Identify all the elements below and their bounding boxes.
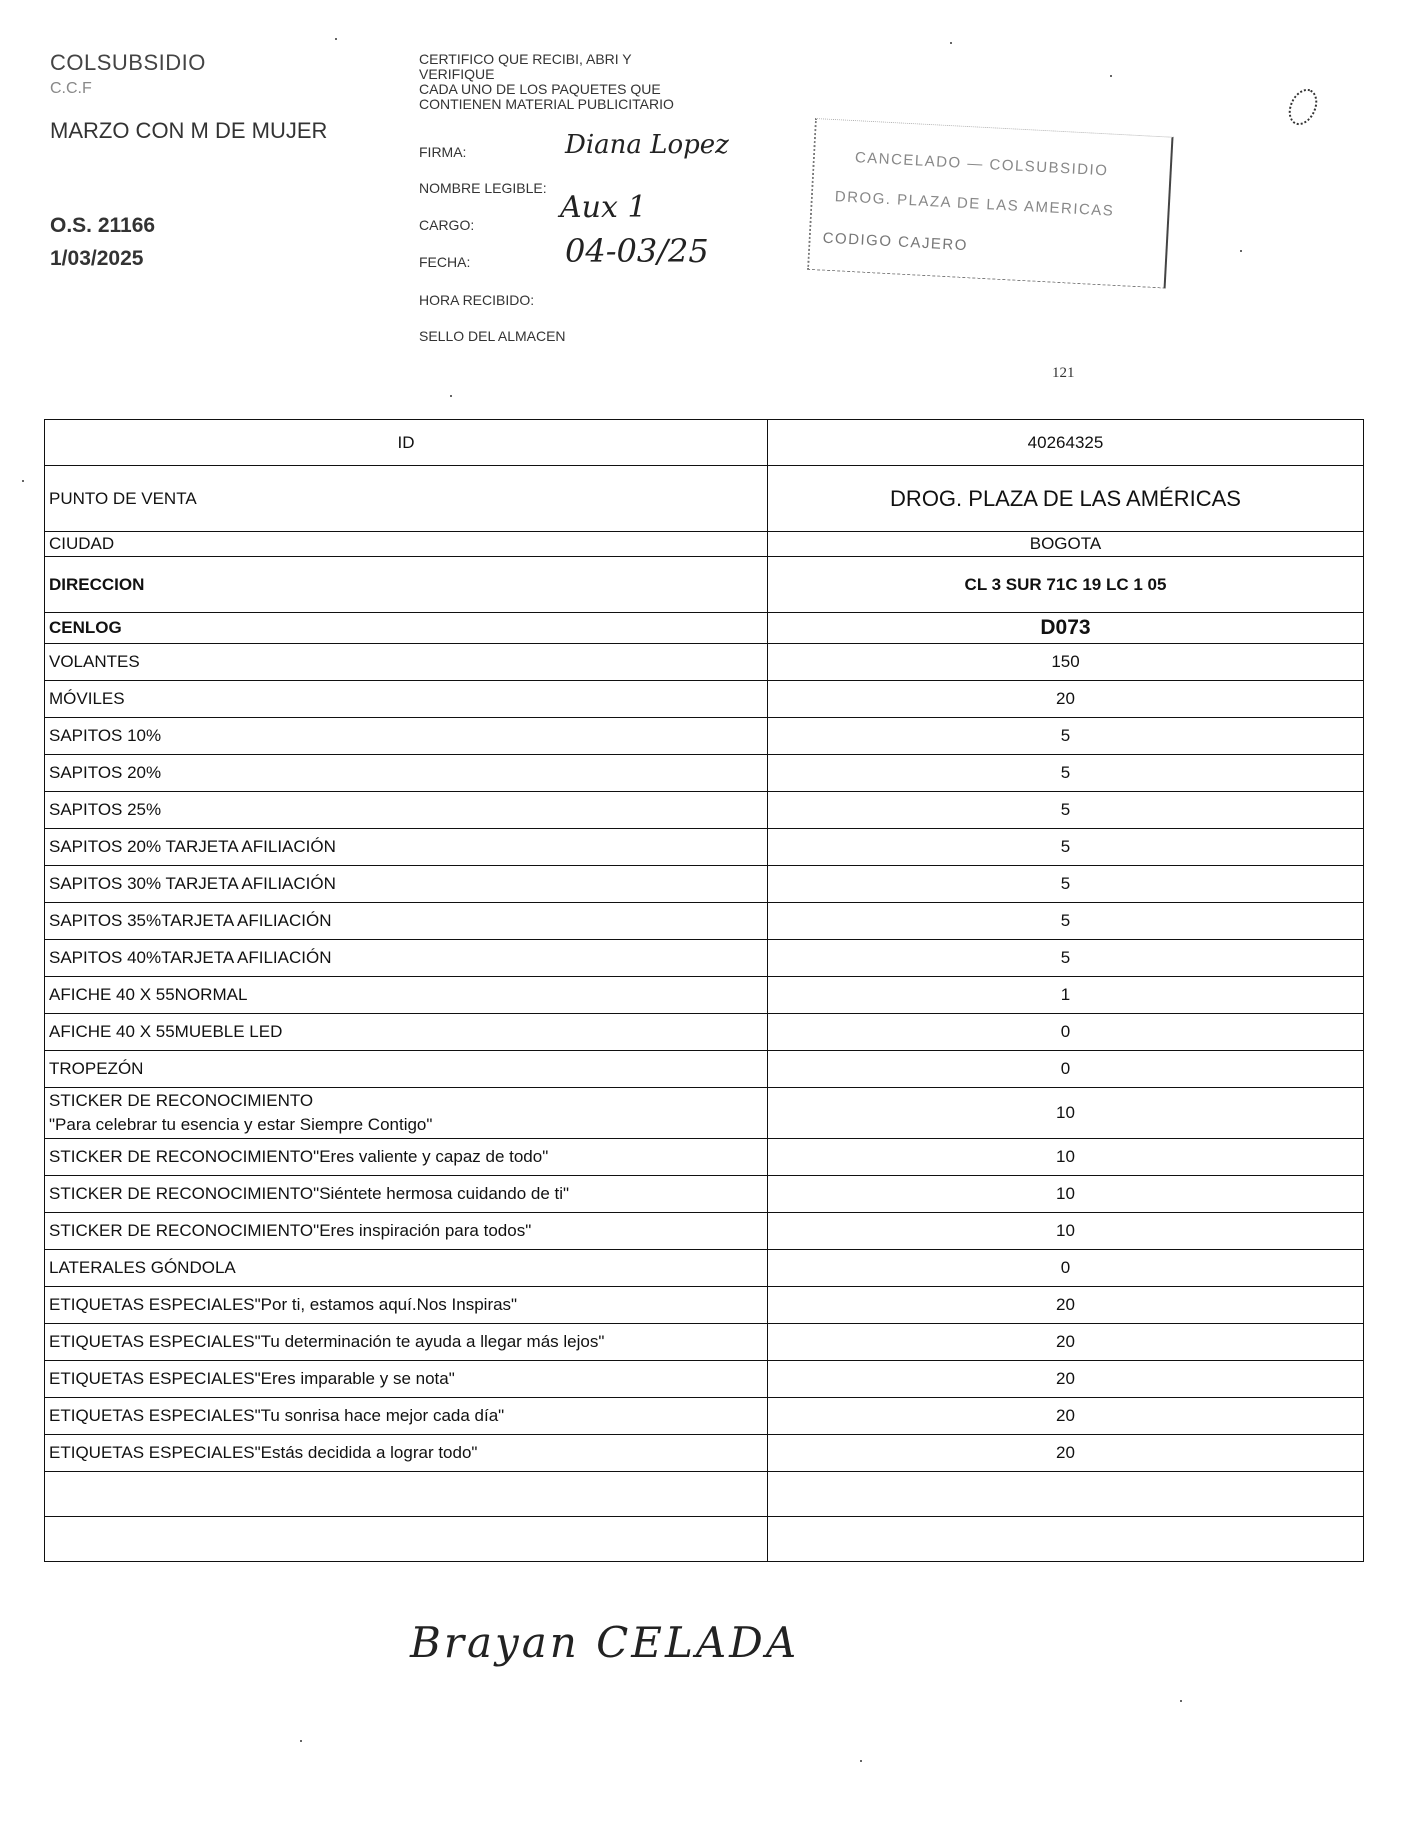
item-label (45, 1088, 768, 1139)
empty-cell (768, 1517, 1364, 1562)
item-qty: 0 (768, 1014, 1364, 1051)
item-qty: 10 (768, 1139, 1364, 1176)
cert-line: CONTIENEN MATERIAL PUBLICITARIO (419, 96, 674, 112)
item-label: SAPITOS 35%TARJETA AFILIACIÓN (45, 903, 768, 940)
scan-speck (860, 1760, 862, 1762)
id-value: 40264325 (768, 420, 1364, 466)
item-label: ETIQUETAS ESPECIALES"Estás decidida a lograr todo" (45, 1435, 768, 1472)
scan-speck (1110, 75, 1112, 77)
item-qty: 5 (768, 903, 1364, 940)
item-label: MÓVILES (45, 681, 768, 718)
order-number: O.S. 21166 (50, 214, 156, 237)
item-label: SAPITOS 30% TARJETA AFILIACIÓN (45, 866, 768, 903)
table-row (45, 1287, 1364, 1324)
scan-speck (335, 38, 337, 40)
table-row (45, 903, 1364, 940)
table-row (45, 1398, 1364, 1435)
table-row (45, 940, 1364, 977)
row-direccion (45, 557, 1364, 613)
table-row (45, 1051, 1364, 1088)
cargo-value: Aux 1 (560, 190, 647, 225)
item-label: STICKER DE RECONOCIMIENTO"Siéntete hermosa cuidando de ti" (45, 1176, 768, 1213)
cert-line: VERIFIQUE (419, 66, 495, 82)
item-qty: 5 (768, 866, 1364, 903)
cenlog-label: CENLOG (45, 613, 768, 644)
scan-speck (950, 42, 952, 44)
id-label: ID (45, 420, 768, 466)
item-label: AFICHE 40 X 55MUEBLE LED (45, 1014, 768, 1051)
firma-label: FIRMA: (419, 144, 467, 160)
hora-recibido-label: HORA RECIBIDO: (419, 292, 535, 308)
row-punto-venta (45, 466, 1364, 532)
item-label: VOLANTES (45, 644, 768, 681)
campaign-title: MARZO CON M DE MUJER (50, 118, 328, 143)
item-label: TROPEZÓN (45, 1051, 768, 1088)
handwritten-mark (1283, 84, 1323, 129)
item-label: ETIQUETAS ESPECIALES"Eres imparable y se nota" (45, 1361, 768, 1398)
nombre-legible-label: NOMBRE LEGIBLE: (419, 180, 547, 196)
item-qty: 0 (768, 1051, 1364, 1088)
ciudad-value: BOGOTA (768, 532, 1364, 557)
stamp-line: CANCELADO — COLSUBSIDIO (854, 149, 1109, 180)
item-qty: 5 (768, 718, 1364, 755)
cert-line: CERTIFICO QUE RECIBI, ABRI Y (419, 51, 632, 67)
item-label-line1: STICKER DE RECONOCIMIENTO (49, 1091, 314, 1110)
item-label: ETIQUETAS ESPECIALES"Por ti, estamos aquí.Nos Inspiras" (45, 1287, 768, 1324)
table-row (45, 1213, 1364, 1250)
table-row (45, 681, 1364, 718)
item-label: STICKER DE RECONOCIMIENTO"Eres inspiración para todos" (45, 1213, 768, 1250)
cargo-label: CARGO: (419, 217, 475, 233)
direccion-label: DIRECCION (45, 557, 768, 613)
table-row (45, 718, 1364, 755)
store-stamp (807, 118, 1173, 289)
item-label: SAPITOS 20% (45, 755, 768, 792)
material-table (44, 419, 1364, 1562)
table-row (45, 1250, 1364, 1287)
ciudad-label: CIUDAD (45, 532, 768, 557)
sello-almacen-label: SELLO DEL ALMACEN (419, 328, 566, 344)
firma-signature: Diana Lopez (565, 130, 729, 160)
scan-speck (22, 480, 24, 482)
item-label: SAPITOS 10% (45, 718, 768, 755)
item-qty: 20 (768, 1398, 1364, 1435)
cert-line: CADA UNO DE LOS PAQUETES QUE (419, 81, 661, 97)
cenlog-value: D073 (768, 613, 1364, 644)
item-qty: 5 (768, 792, 1364, 829)
item-qty: 5 (768, 829, 1364, 866)
table-row (45, 644, 1364, 681)
item-qty: 20 (768, 1435, 1364, 1472)
table-row (45, 1324, 1364, 1361)
item-qty: 20 (768, 681, 1364, 718)
item-label: SAPITOS 40%TARJETA AFILIACIÓN (45, 940, 768, 977)
item-qty: 20 (768, 1287, 1364, 1324)
item-qty: 1 (768, 977, 1364, 1014)
company-subtitle: C.C.F (50, 80, 92, 97)
scan-speck (1240, 250, 1242, 252)
company-name: COLSUBSIDIO (50, 50, 206, 75)
table-row (45, 977, 1364, 1014)
table-row (45, 866, 1364, 903)
row-id (45, 420, 1364, 466)
item-label: LATERALES GÓNDOLA (45, 1250, 768, 1287)
page-number: 121 (1052, 365, 1075, 381)
empty-row (45, 1472, 1364, 1517)
item-qty: 10 (768, 1176, 1364, 1213)
item-label: SAPITOS 20% TARJETA AFILIACIÓN (45, 829, 768, 866)
direccion-value: CL 3 SUR 71C 19 LC 1 05 (768, 557, 1364, 613)
punto-venta-label: PUNTO DE VENTA (45, 466, 768, 532)
scan-speck (1180, 1700, 1182, 1702)
table-row (45, 1361, 1364, 1398)
table-row (45, 792, 1364, 829)
item-label-line2: "Para celebrar tu esencia y estar Siempre Contigo" (49, 1115, 433, 1134)
item-qty: 20 (768, 1324, 1364, 1361)
item-label: ETIQUETAS ESPECIALES"Tu sonrisa hace mejor cada día" (45, 1398, 768, 1435)
scan-speck (300, 1740, 302, 1742)
punto-venta-value: DROG. PLAZA DE LAS AMÉRICAS (768, 466, 1364, 532)
receiver-signature: Brayan CELADA (410, 1618, 800, 1667)
fecha-label: FECHA: (419, 254, 471, 270)
table-row (45, 829, 1364, 866)
empty-cell (45, 1517, 768, 1562)
row-ciudad (45, 532, 1364, 557)
table-row (45, 1139, 1364, 1176)
empty-cell (45, 1472, 768, 1517)
item-qty: 0 (768, 1250, 1364, 1287)
item-qty: 10 (768, 1213, 1364, 1250)
stamp-line: CODIGO CAJERO (822, 229, 969, 255)
item-qty: 150 (768, 644, 1364, 681)
table-row (45, 1014, 1364, 1051)
item-label: AFICHE 40 X 55NORMAL (45, 977, 768, 1014)
order-date: 1/03/2025 (50, 247, 144, 270)
certification-text (419, 52, 739, 112)
item-qty: 10 (768, 1088, 1364, 1139)
stamp-line: DROG. PLAZA DE LAS AMERICAS (834, 188, 1115, 220)
empty-cell (768, 1472, 1364, 1517)
item-qty: 20 (768, 1361, 1364, 1398)
table-row (45, 1435, 1364, 1472)
item-label: STICKER DE RECONOCIMIENTO"Eres valiente y capaz de todo" (45, 1139, 768, 1176)
scan-speck (450, 395, 452, 397)
item-qty: 5 (768, 755, 1364, 792)
item-label: SAPITOS 25% (45, 792, 768, 829)
fecha-value: 04-03/25 (565, 232, 709, 270)
table-row (45, 755, 1364, 792)
table-row (45, 1088, 1364, 1139)
item-qty: 5 (768, 940, 1364, 977)
table-row (45, 1176, 1364, 1213)
item-label: ETIQUETAS ESPECIALES"Tu determinación te ayuda a llegar más lejos" (45, 1324, 768, 1361)
empty-row (45, 1517, 1364, 1562)
row-cenlog (45, 613, 1364, 644)
